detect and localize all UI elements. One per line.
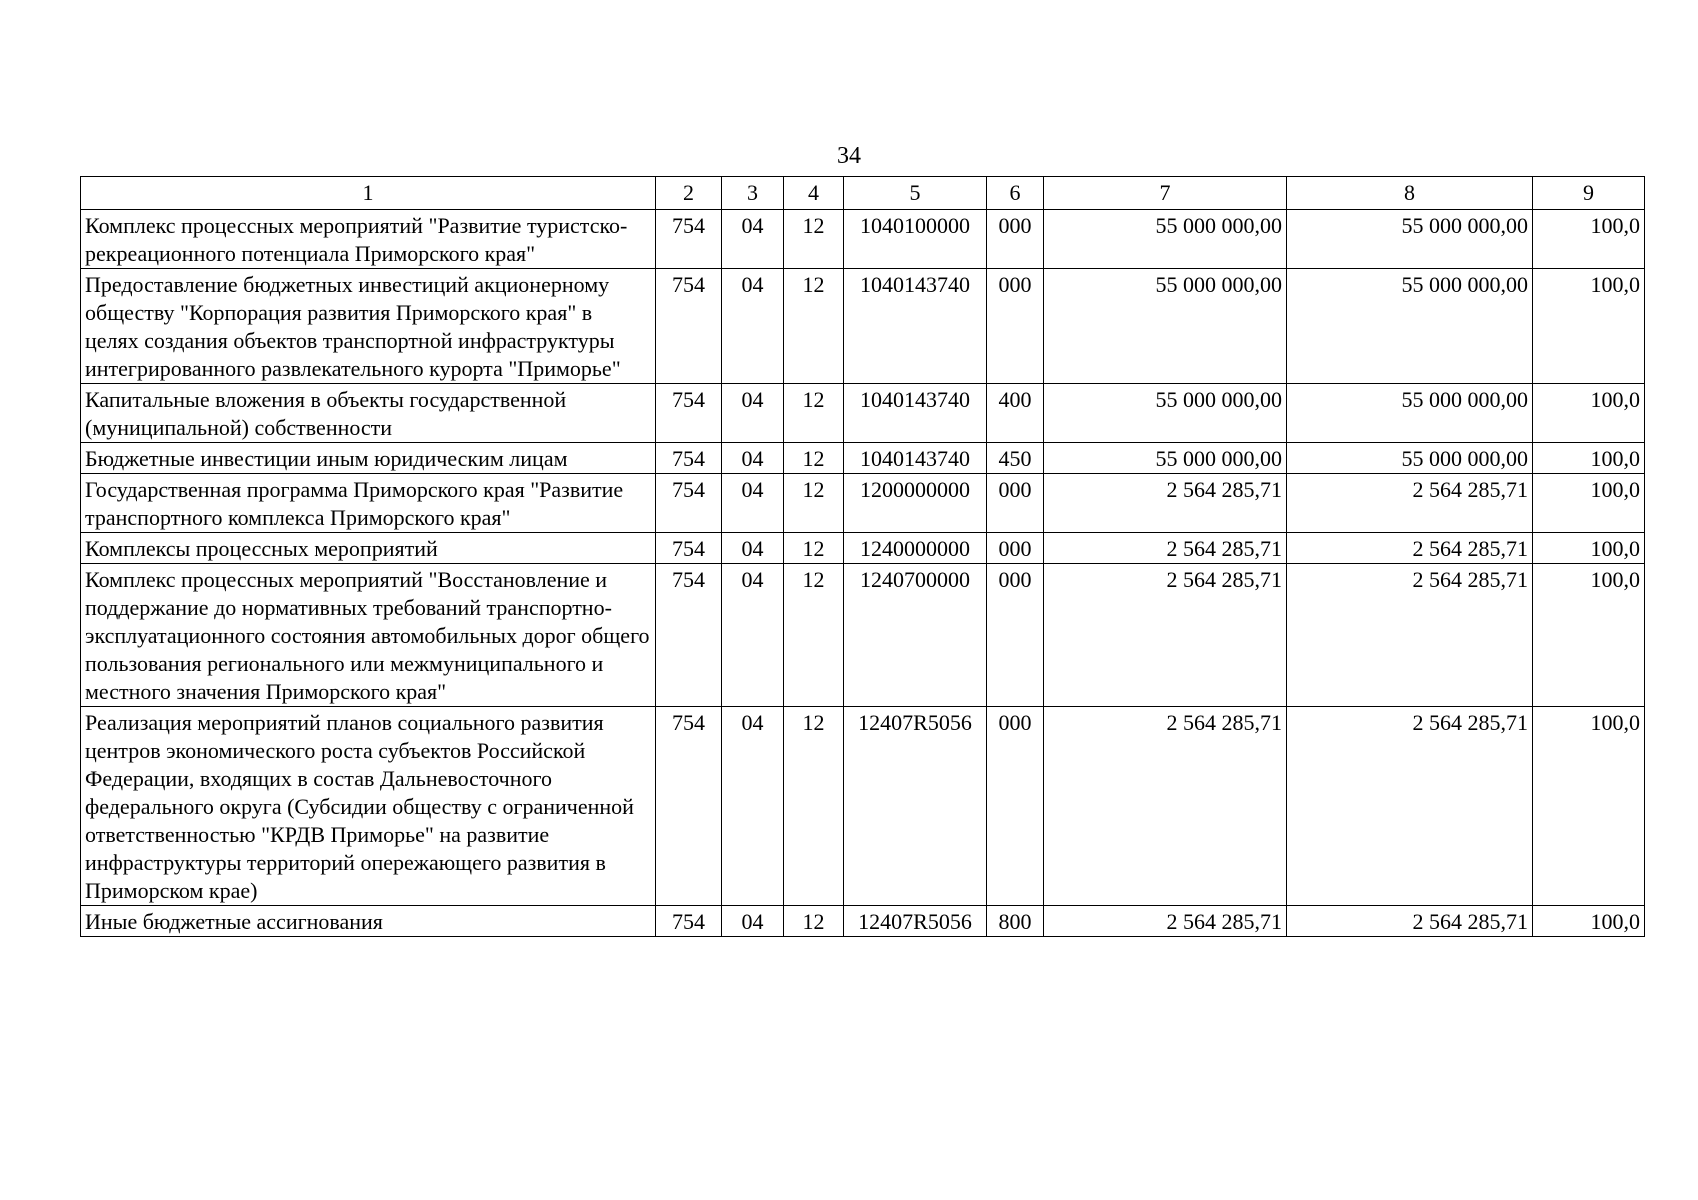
cell-expense-type: 800 xyxy=(987,906,1044,937)
cell-amount-col7: 55 000 000,00 xyxy=(1044,269,1287,384)
cell-expense-type: 000 xyxy=(987,533,1044,564)
cell-admin-code: 754 xyxy=(656,443,722,474)
cell-amount-col8: 2 564 285,71 xyxy=(1287,707,1533,906)
cell-percent: 100,0 xyxy=(1533,533,1645,564)
cell-percent: 100,0 xyxy=(1533,384,1645,443)
cell-amount-col8: 2 564 285,71 xyxy=(1287,564,1533,707)
table-row xyxy=(81,533,1645,564)
column-header: 1 xyxy=(81,177,656,210)
cell-amount-col7: 2 564 285,71 xyxy=(1044,533,1287,564)
column-header: 2 xyxy=(656,177,722,210)
cell-subsection: 12 xyxy=(784,707,844,906)
cell-subsection: 12 xyxy=(784,533,844,564)
cell-amount-col7: 2 564 285,71 xyxy=(1044,707,1287,906)
table-row xyxy=(81,269,1645,384)
cell-section: 04 xyxy=(722,707,784,906)
cell-target-article: 1240700000 xyxy=(844,564,987,707)
cell-section: 04 xyxy=(722,269,784,384)
cell-section: 04 xyxy=(722,210,784,269)
cell-subsection: 12 xyxy=(784,443,844,474)
cell-expense-type: 000 xyxy=(987,474,1044,533)
cell-amount-col7: 2 564 285,71 xyxy=(1044,906,1287,937)
cell-section: 04 xyxy=(722,443,784,474)
cell-target-article: 1240000000 xyxy=(844,533,987,564)
cell-percent: 100,0 xyxy=(1533,210,1645,269)
column-header: 4 xyxy=(784,177,844,210)
row-name: Комплекс процессных мероприятий "Развитие туристско-рекреационного потенциала Приморского края" xyxy=(81,210,656,269)
cell-subsection: 12 xyxy=(784,210,844,269)
cell-target-article: 12407R5056 xyxy=(844,707,987,906)
table-row xyxy=(81,564,1645,707)
column-header: 3 xyxy=(722,177,784,210)
column-header: 8 xyxy=(1287,177,1533,210)
table-row xyxy=(81,384,1645,443)
cell-admin-code: 754 xyxy=(656,269,722,384)
cell-percent: 100,0 xyxy=(1533,269,1645,384)
cell-expense-type: 000 xyxy=(987,269,1044,384)
cell-admin-code: 754 xyxy=(656,210,722,269)
cell-section: 04 xyxy=(722,384,784,443)
budget-table xyxy=(80,176,1645,937)
cell-percent: 100,0 xyxy=(1533,906,1645,937)
row-name: Иные бюджетные ассигнования xyxy=(81,906,656,937)
column-header: 5 xyxy=(844,177,987,210)
row-name: Капитальные вложения в объекты государственной (муниципальной) собственности xyxy=(81,384,656,443)
cell-amount-col8: 55 000 000,00 xyxy=(1287,269,1533,384)
cell-expense-type: 000 xyxy=(987,564,1044,707)
cell-amount-col7: 55 000 000,00 xyxy=(1044,384,1287,443)
cell-admin-code: 754 xyxy=(656,564,722,707)
cell-subsection: 12 xyxy=(784,906,844,937)
table-row xyxy=(81,707,1645,906)
cell-percent: 100,0 xyxy=(1533,474,1645,533)
cell-amount-col7: 2 564 285,71 xyxy=(1044,564,1287,707)
column-header: 7 xyxy=(1044,177,1287,210)
cell-target-article: 1040143740 xyxy=(844,384,987,443)
cell-expense-type: 000 xyxy=(987,707,1044,906)
row-name: Комплексы процессных мероприятий xyxy=(81,533,656,564)
cell-subsection: 12 xyxy=(784,564,844,707)
cell-expense-type: 450 xyxy=(987,443,1044,474)
column-header: 9 xyxy=(1533,177,1645,210)
cell-subsection: 12 xyxy=(784,384,844,443)
cell-expense-type: 400 xyxy=(987,384,1044,443)
table-row xyxy=(81,474,1645,533)
cell-section: 04 xyxy=(722,564,784,707)
cell-percent: 100,0 xyxy=(1533,707,1645,906)
row-name: Государственная программа Приморского края "Развитие транспортного комплекса Приморского края" xyxy=(81,474,656,533)
table-row xyxy=(81,906,1645,937)
row-name: Бюджетные инвестиции иным юридическим лицам xyxy=(81,443,656,474)
cell-target-article: 1040143740 xyxy=(844,269,987,384)
page-number: 34 xyxy=(837,143,861,169)
cell-amount-col7: 55 000 000,00 xyxy=(1044,210,1287,269)
cell-admin-code: 754 xyxy=(656,906,722,937)
cell-target-article: 1200000000 xyxy=(844,474,987,533)
cell-section: 04 xyxy=(722,906,784,937)
cell-subsection: 12 xyxy=(784,269,844,384)
cell-amount-col8: 2 564 285,71 xyxy=(1287,906,1533,937)
cell-admin-code: 754 xyxy=(656,533,722,564)
column-header: 6 xyxy=(987,177,1044,210)
cell-amount-col8: 2 564 285,71 xyxy=(1287,474,1533,533)
cell-amount-col8: 55 000 000,00 xyxy=(1287,384,1533,443)
cell-admin-code: 754 xyxy=(656,384,722,443)
cell-amount-col8: 2 564 285,71 xyxy=(1287,533,1533,564)
header-row xyxy=(81,177,1645,210)
cell-target-article: 1040100000 xyxy=(844,210,987,269)
cell-expense-type: 000 xyxy=(987,210,1044,269)
row-name: Реализация мероприятий планов социального развития центров экономического роста субъектов Российской Федерации, входящих в состав Дальневосточного федерального округа (Субсидии обществу с ограниченной ответственностью "КРДВ Приморье" на развитие инфраструктуры территорий опережающего развития в Приморском крае) xyxy=(81,707,656,906)
cell-amount-col7: 55 000 000,00 xyxy=(1044,443,1287,474)
cell-percent: 100,0 xyxy=(1533,443,1645,474)
table-row xyxy=(81,443,1645,474)
cell-target-article: 1040143740 xyxy=(844,443,987,474)
cell-subsection: 12 xyxy=(784,474,844,533)
cell-amount-col8: 55 000 000,00 xyxy=(1287,210,1533,269)
cell-amount-col8: 55 000 000,00 xyxy=(1287,443,1533,474)
cell-admin-code: 754 xyxy=(656,474,722,533)
cell-section: 04 xyxy=(722,533,784,564)
cell-target-article: 12407R5056 xyxy=(844,906,987,937)
cell-admin-code: 754 xyxy=(656,707,722,906)
cell-amount-col7: 2 564 285,71 xyxy=(1044,474,1287,533)
row-name: Предоставление бюджетных инвестиций акционерному обществу "Корпорация развития Приморского края" в целях создания объектов транспортной инфраструктуры интегрированного развлекательного курорта "Приморье" xyxy=(81,269,656,384)
cell-section: 04 xyxy=(722,474,784,533)
cell-percent: 100,0 xyxy=(1533,564,1645,707)
table-row xyxy=(81,210,1645,269)
row-name: Комплекс процессных мероприятий "Восстановление и поддержание до нормативных требований транспортно-эксплуатационного состояния автомобильных дорог общего пользования регионального или межмуниципального и местного значения Приморского края" xyxy=(81,564,656,707)
